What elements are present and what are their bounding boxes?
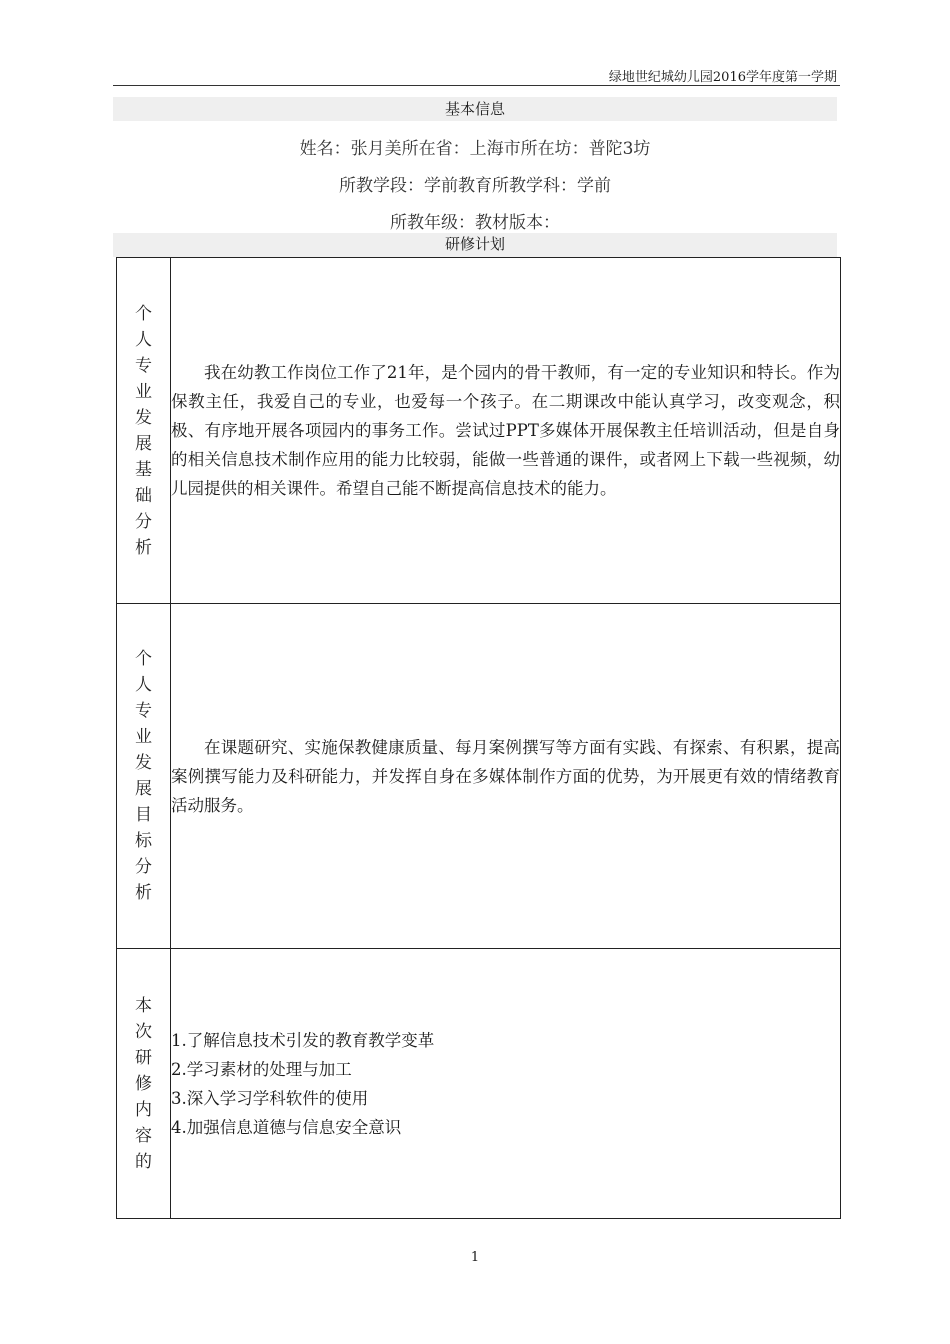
row-label-cell <box>117 949 171 1219</box>
list-item: 4.加强信息道德与信息安全意识 <box>171 1117 402 1137</box>
plan-table <box>116 257 841 1219</box>
row-content-cell <box>171 604 841 949</box>
plan-heading: 研修计划 <box>113 233 837 257</box>
row-label: 本次研修内容的 <box>135 995 152 1172</box>
table-row <box>117 949 841 1219</box>
basic-info-heading: 基本信息 <box>113 97 837 121</box>
row-label-cell <box>117 258 171 604</box>
page-number: 1 <box>470 1250 480 1265</box>
info-line-name: 姓名：张月美所在省：上海市所在坊：普陀3坊 <box>299 139 651 159</box>
info-line-grade: 所教年级：教材版本： <box>390 213 560 233</box>
list-item: 3.深入学习学科软件的使用 <box>171 1088 369 1108</box>
table-row <box>117 604 841 949</box>
table-row <box>117 258 841 604</box>
row-label: 个人专业发展目标分析 <box>135 649 152 903</box>
row-content: 在课题研究、实施保教健康质量、每月案例撰写等方面有实践、有探索、有积累，提高案例撰写能力及科研能力，并发挥自身在多媒体制作方面的优势，为开展更有效的情绪教育活动服务。 <box>171 737 840 815</box>
row-content-cell <box>171 949 841 1219</box>
list-item: 1.了解信息技术引发的教育教学变革 <box>171 1030 435 1050</box>
list-item: 2.学习素材的处理与加工 <box>171 1059 352 1079</box>
document-header: 绿地世纪城幼儿园2016学年度第一学期 <box>608 70 837 85</box>
row-label-cell <box>117 604 171 949</box>
info-line-stage: 所教学段：学前教育所教学科：学前 <box>339 176 611 196</box>
row-content: 我在幼教工作岗位工作了21年，是个园内的骨干教师，有一定的专业知识和特长。作为保教主任，我爱自己的专业，也爱每一个孩子。在二期课改中能认真学习，改变观念，积极、有序地开展各项园内的事务工作。尝试过PPT多媒体开展保教主任培训活动，但是自身的相关信息技术制作应用的能力比较弱，能做一些普通的课件，或者网上下载一些视频，幼儿园提供的相关课件。希望自己能不断提高信息技术的能力。 <box>171 363 840 498</box>
row-content-cell <box>171 258 841 604</box>
header-divider <box>113 85 840 86</box>
row-label: 个人专业发展基础分析 <box>135 303 152 558</box>
